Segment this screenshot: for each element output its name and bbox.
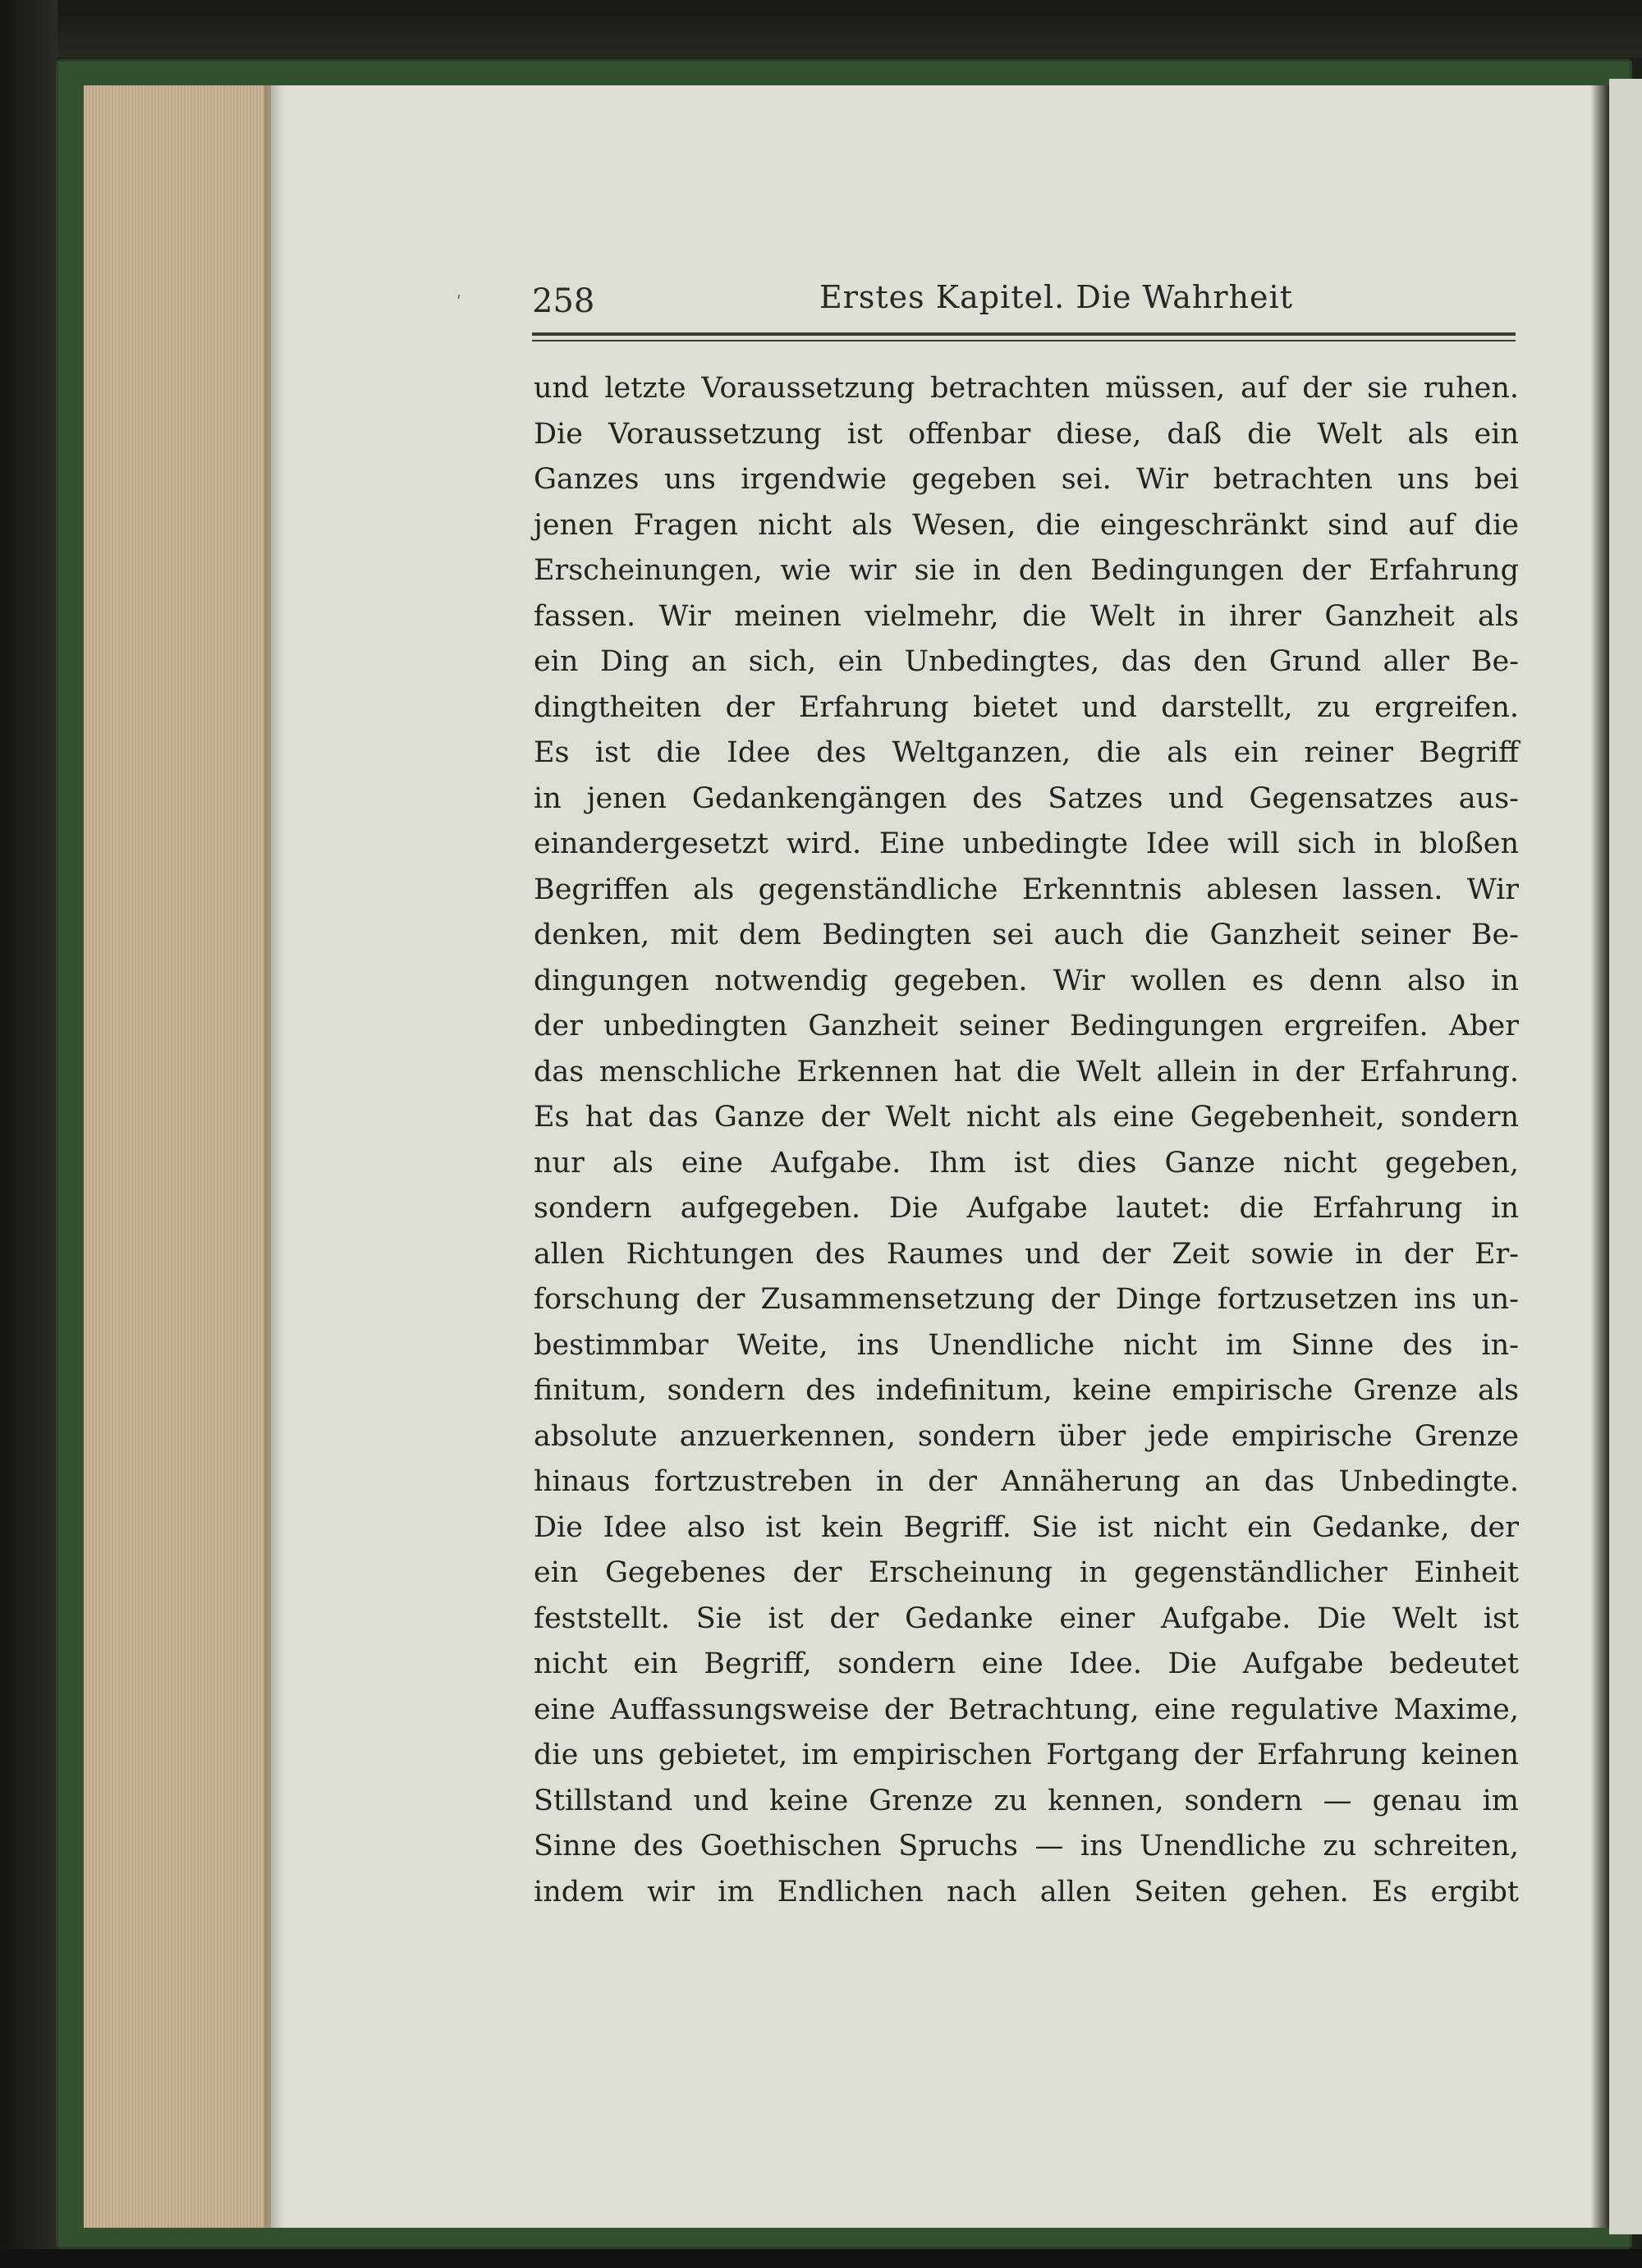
pencil-mark: ʹ <box>456 292 461 312</box>
header-rule-thin <box>532 340 1516 341</box>
text-line: jenen Fragen nicht als Wesen, die eingeschränkt sind auf die <box>534 508 1519 542</box>
text-line: Es hat das Ganze der Welt nicht als eine Gegebenheit, sondern <box>534 1101 1519 1134</box>
page-edge-shadow <box>264 85 284 2228</box>
book-gutter <box>1591 85 1609 2228</box>
text-line: Sinne des Goethischen Spruchs — ins Unendliche zu schreiten, <box>534 1830 1519 1863</box>
text-line: nur als eine Aufgabe. Ihm ist dies Ganze nicht gegeben, <box>534 1146 1519 1180</box>
text-line: denken, mit dem Bedingten sei auch die Ganzheit seiner Be- <box>534 919 1519 951</box>
text-line: das menschliche Erkennen hat die Welt allein in der Erfahrung. <box>534 1055 1519 1088</box>
text-line: dingtheiten der Erfahrung bietet und darstellt, zu ergreifen. <box>534 690 1519 724</box>
text-line: Die Voraussetzung ist offenbar diese, daß die Welt als ein <box>534 417 1519 451</box>
text-line: in jenen Gedankengängen des Satzes und Gegensatzes aus- <box>534 781 1519 815</box>
text-line: und letzte Voraussetzung betrachten müssen, auf der sie ruhen. <box>534 372 1519 405</box>
text-line: Erscheinungen, wie wir sie in den Bedingungen der Erfahrung <box>534 554 1519 587</box>
running-head: Erstes Kapitel. Die Wahrheit <box>819 279 1293 315</box>
page-number: 258 <box>532 282 595 320</box>
text-line: einandergesetzt wird. Eine unbedingte Idee will sich in bloßen <box>534 827 1519 860</box>
backdrop-bottom <box>0 2249 1642 2268</box>
text-line: ein Ding an sich, ein Unbedingtes, das den Grund aller Be- <box>534 645 1519 678</box>
text-line: fassen. Wir meinen vielmehr, die Welt in ihrer Ganzheit als <box>534 599 1519 633</box>
text-line: bestimmbar Weite, ins Unendliche nicht im Sinne des in- <box>534 1328 1519 1362</box>
backdrop-left <box>0 0 57 2268</box>
text-line: allen Richtungen des Raumes und der Zeit sowie in der Er- <box>534 1237 1519 1271</box>
text-line: die uns gebietet, im empirischen Fortgang der Erfahrung keinen <box>534 1739 1519 1771</box>
text-line: eine Auffassungsweise der Betrachtung, eine regulative Maxime, <box>534 1693 1519 1726</box>
page-header <box>532 277 1517 327</box>
text-line: Es ist die Idee des Weltganzen, die als ein reiner Begriff <box>534 736 1519 769</box>
facing-page-edge <box>1609 79 1642 2234</box>
text-line: nicht ein Begriff, sondern eine Idee. Die Aufgabe bedeutet <box>534 1647 1519 1680</box>
text-line: hinaus fortzustreben in der Annäherung an das Unbedingte. <box>534 1465 1519 1498</box>
header-rule-thick <box>532 332 1516 336</box>
text-line: forschung der Zusammensetzung der Dinge fortzusetzen ins un- <box>534 1283 1519 1316</box>
text-line: finitum, sondern des indefinitum, keine empirische Grenze als <box>534 1374 1519 1407</box>
text-line: feststellt. Sie ist der Gedanke einer Aufgabe. Die Welt ist <box>534 1601 1519 1635</box>
text-line: Die Idee also ist kein Begriff. Sie ist nicht ein Gedanke, der <box>534 1510 1519 1544</box>
text-line: Begriffen als gegenständliche Erkenntnis ablesen lassen. Wir <box>534 873 1519 906</box>
text-line: dingungen notwendig gegeben. Wir wollen es denn also in <box>534 964 1519 997</box>
backdrop-top <box>0 0 1642 57</box>
text-line: Ganzes uns irgendwie gegeben sei. Wir betrachten uns bei <box>534 463 1519 496</box>
page-edges <box>84 85 273 2228</box>
body-text <box>534 366 1519 1915</box>
text-line: absolute anzuerkennen, sondern über jede empirische Grenze <box>534 1419 1519 1453</box>
text-line: Stillstand und keine Grenze zu kennen, sondern — genau im <box>534 1784 1519 1817</box>
text-line: der unbedingten Ganzheit seiner Bedingungen ergreifen. Aber <box>534 1010 1519 1042</box>
text-line: indem wir im Endlichen nach allen Seiten gehen. Es ergibt <box>534 1875 1519 1908</box>
text-line: ein Gegebenes der Erscheinung in gegenständlicher Einheit <box>534 1556 1519 1589</box>
text-line: sondern aufgegeben. Die Aufgabe lautet: die Erfahrung in <box>534 1192 1519 1225</box>
